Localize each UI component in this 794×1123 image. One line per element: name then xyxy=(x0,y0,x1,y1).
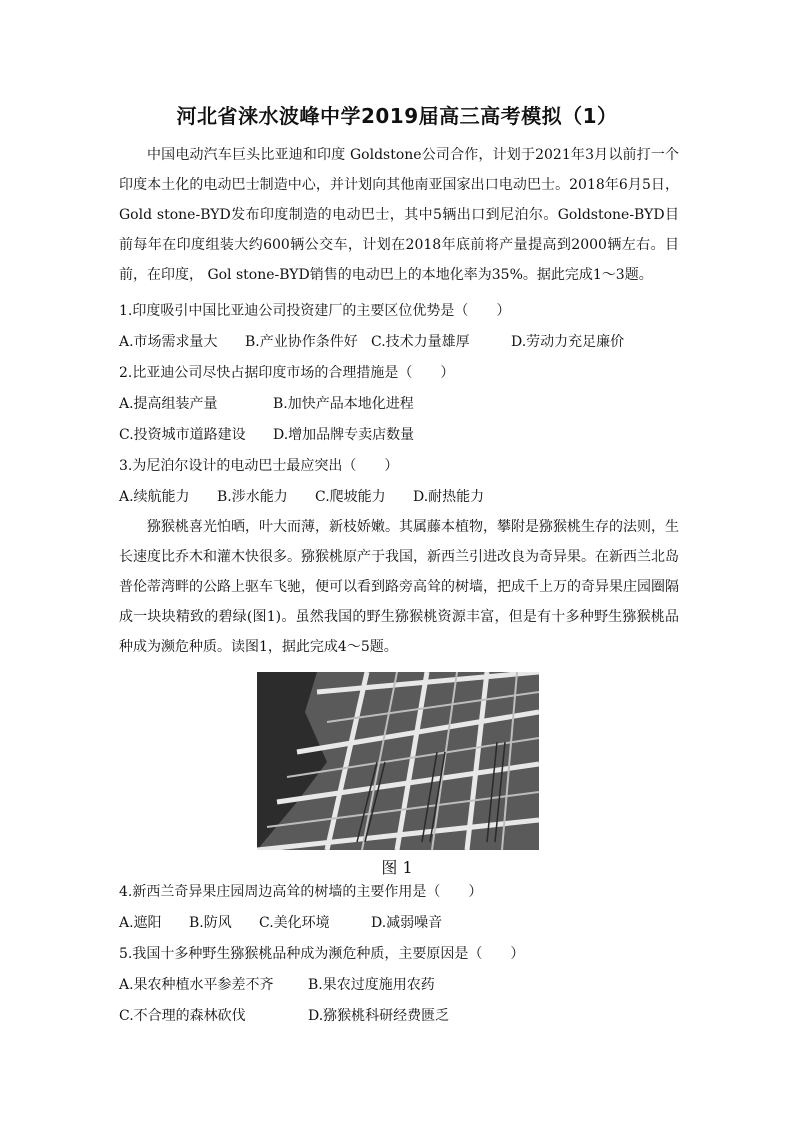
question-2-stem: 2.比亚迪公司尽快占据印度市场的合理措施是（ ） xyxy=(119,365,455,381)
option-3d: D.耐热能力 xyxy=(413,489,485,505)
option-5a: A.果农种植水平参差不齐 xyxy=(119,977,274,993)
option-4b: B.防风 xyxy=(189,915,232,931)
question-1-stem: 1.印度吸引中国比亚迪公司投资建厂的主要区位优势是（ ） xyxy=(119,303,511,319)
document-title: 河北省涞水波峰中学2019届高三高考模拟（1） xyxy=(176,104,618,128)
option-5c: C.不合理的森林砍伐 xyxy=(119,1008,246,1024)
question-5-options-row1 xyxy=(119,975,719,995)
option-1c: C.技术力量雄厚 xyxy=(371,334,470,350)
figure-caption: 图 1 xyxy=(381,858,413,877)
option-1d: D.劳动力充足廉价 xyxy=(511,334,625,350)
option-2a: A.提高组装产量 xyxy=(119,396,218,412)
question-1-options xyxy=(119,332,719,352)
question-5-options-row2 xyxy=(119,1006,719,1026)
question-4-options xyxy=(119,913,719,933)
option-1b: B.产业协作条件好 xyxy=(245,334,358,350)
option-2c: C.投资城市道路建设 xyxy=(119,427,246,443)
passage-1: 中国电动汽车巨头比亚迪和印度 Goldstone公司合作，计划于2021年3月以前打一个印度本土化的电动巴士制造中心，并计划向其他南亚国家出口电动巴士。2018年6月5日，Gold stone-BYD发布印度制造的电动巴士，其中5辆出口到尼泊尔。Goldstone-BYD目前每年在印度组装大约600辆公交车，计划在2018年底前将产量提高到2000辆左右。目前，在印度， Gol stone-BYD销售的电动巴上的本地化率为35%。据此完成1～3题。 xyxy=(119,147,679,283)
question-2-options-row2 xyxy=(119,425,719,445)
question-2-options-row1 xyxy=(119,394,719,414)
option-5b: B.果农过度施用农药 xyxy=(308,977,435,993)
passage-2: 猕猴桃喜光怕晒，叶大而薄，新枝娇嫩。其属藤本植物，攀附是猕猴桃生存的法则，生长速度比乔木和灌木快很多。猕猴桃原产于我国，新西兰引进改良为奇异果。在新西兰北岛普伦蒂湾畔的公路上驱车飞驰，便可以看到路旁高耸的树墙，把成千上万的奇异果庄园圈隔成一块块精致的碧绿(图1)。虽然我国的野生猕猴桃资源丰富，但是有十多种野生猕猴桃品种成为濒危种质。读图1，据此完成4～5题。 xyxy=(119,519,679,655)
kiwifruit-orchard-photo xyxy=(257,672,539,850)
option-4d: D.减弱噪音 xyxy=(371,915,443,931)
option-4a: A.遮阳 xyxy=(119,915,162,931)
option-4c: C.美化环境 xyxy=(259,915,330,931)
option-1a: A.市场需求量大 xyxy=(119,334,218,350)
option-3c: C.爬坡能力 xyxy=(315,489,386,505)
option-5d: D.猕猴桃科研经费匮乏 xyxy=(308,1008,450,1024)
question-3-stem: 3.为尼泊尔设计的电动巴士最应突出（ ） xyxy=(119,458,399,474)
option-2b: B.加快产品本地化进程 xyxy=(273,396,414,412)
option-3a: A.续航能力 xyxy=(119,489,190,505)
option-3b: B.涉水能力 xyxy=(217,489,288,505)
option-2d: D.增加品牌专卖店数量 xyxy=(273,427,415,443)
question-3-options xyxy=(119,487,719,507)
question-4-stem: 4.新西兰奇异果庄园周边高耸的树墙的主要作用是（ ） xyxy=(119,884,483,900)
question-5-stem: 5.我国十多种野生猕猴桃品种成为濒危种质，主要原因是（ ） xyxy=(119,946,525,962)
